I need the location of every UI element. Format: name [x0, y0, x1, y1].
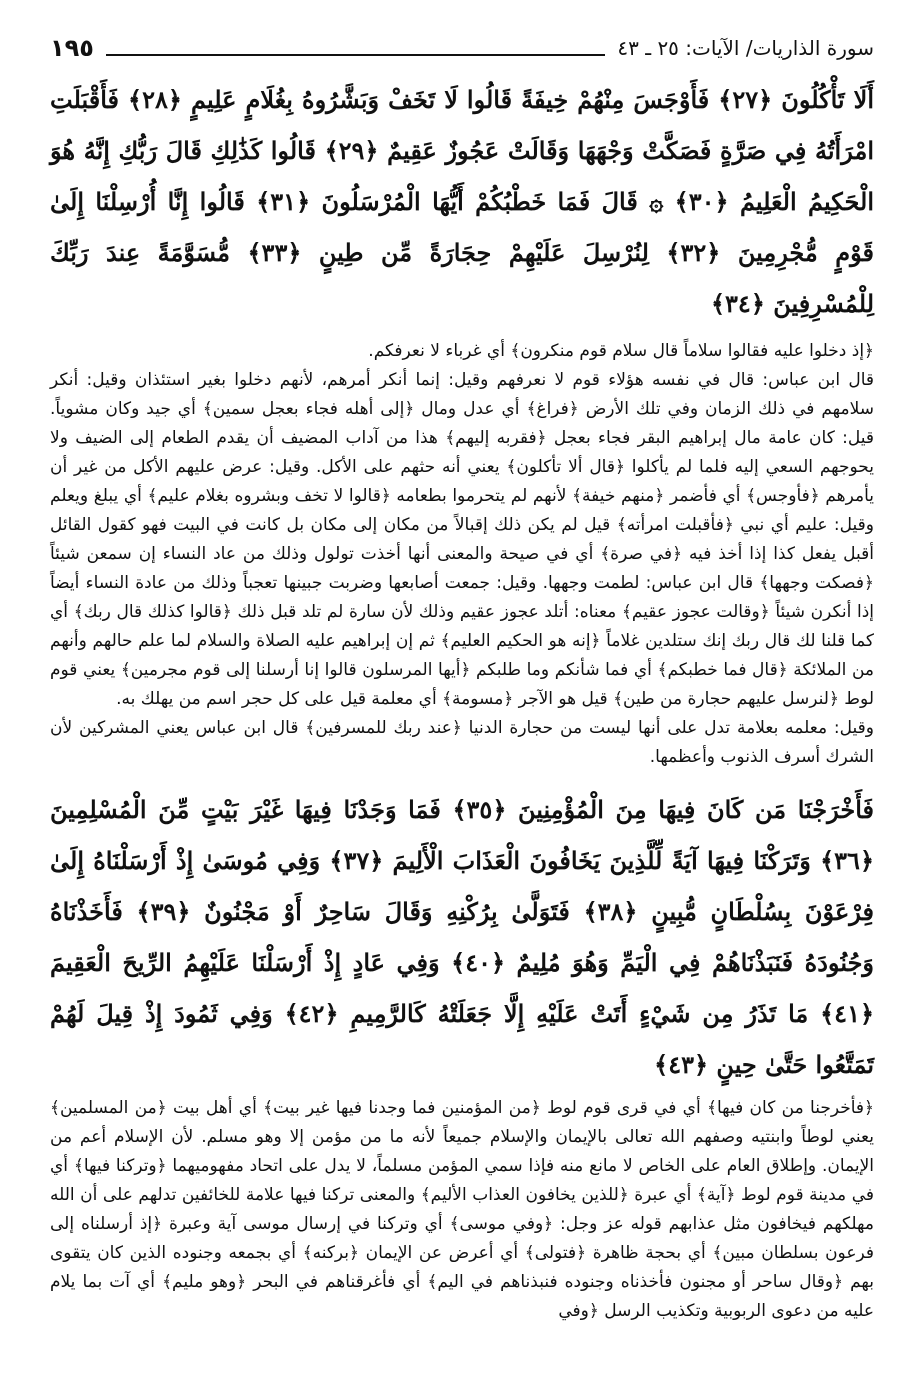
quran-verses-35-43: فَأَخْرَجْنَا مَن كَانَ فِيهَا مِنَ الْمُؤْمِنِينَ ﴿٣٥﴾ فَمَا وَجَدْنَا فِيهَا غَيْرَ بَيْتٍ مِّنَ الْمُسْلِمِينَ ﴿٣٦﴾ وَتَرَكْنَا فِيهَا آيَةً لِّلَّذِينَ يَخَافُونَ الْعَذَابَ الْأَلِيمَ ﴿٣٧﴾ وَفِي مُوسَىٰ إِذْ أَرْسَلْنَاهُ إِلَىٰ فِرْعَوْنَ بِسُلْطَانٍ مُّبِينٍ ﴿٣٨﴾ فَتَوَلَّىٰ بِرُكْنِهِ وَقَالَ سَاحِرٌ أَوْ مَجْنُونٌ ﴿٣٩﴾ فَأَخَذْنَاهُ وَجُنُودَهُ فَنَبَذْنَاهُمْ فِي الْيَمِّ وَهُوَ مُلِيمٌ ﴿٤٠﴾ وَفِي عَادٍ إِذْ أَرْسَلْنَا عَلَيْهِمُ الرِّيحَ الْعَقِيمَ ﴿٤١﴾ مَا تَذَرُ مِن شَيْءٍ أَتَتْ عَلَيْهِ إِلَّا جَعَلَتْهُ كَالرَّمِيمِ ﴿٤٢﴾ وَفِي ثَمُودَ إِذْ قِيلَ لَهُمْ تَمَتَّعُوا حَتَّىٰ حِينٍ ﴿٤٣﴾ [50, 795, 875, 1079]
commentary-paragraph: ﴿إذ دخلوا عليه فقالوا سلاماً قال سلام قوم منكرون﴾ أي غرباء لا نعرفكم. [368, 341, 874, 361]
page-number: ١٩٥ [50, 34, 94, 62]
running-header [50, 28, 874, 68]
commentary-paragraph: وقيل: معلمه بعلامة تدل على أنها ليست من حجارة الدنيا ﴿عند ربك للمسرفين﴾ قال ابن عباس يعني المشركين لأن الشرك أسرف الذنوب وأعظمها. [50, 718, 874, 767]
running-title: سورة الذاريات/ الآيات: ٢٥ ـ ٤٣ [617, 36, 874, 60]
quran-verses-25-34: أَلَا تَأْكُلُونَ ﴿٢٧﴾ فَأَوْجَسَ مِنْهُمْ خِيفَةً قَالُوا لَا تَخَفْ وَبَشَّرُوهُ بِغُلَامٍ عَلِيمٍ ﴿٢٨﴾ فَأَقْبَلَتِ امْرَأَتُهُ فِي صَرَّةٍ فَصَكَّتْ وَجْهَهَا وَقَالَتْ عَجُوزٌ عَقِيمٌ ﴿٢٩﴾ قَالُوا كَذَٰلِكِ قَالَ رَبُّكِ إِنَّهُ هُوَ الْحَكِيمُ الْعَلِيمُ ﴿٣٠﴾ ۞ قَالَ فَمَا خَطْبُكُمْ أَيُّهَا الْمُرْسَلُونَ ﴿٣١﴾ قَالُوا إِنَّا أُرْسِلْنَا إِلَىٰ قَوْمٍ مُّجْرِمِينَ ﴿٣٢﴾ لِنُرْسِلَ عَلَيْهِمْ حِجَارَةً مِّن طِينٍ ﴿٣٣﴾ مُّسَوَّمَةً عِندَ رَبِّكَ لِلْمُسْرِفِينَ ﴿٣٤﴾ [50, 85, 875, 318]
commentary-paragraph: قال ابن عباس: قال في نفسه هؤلاء قوم لا نعرفهم وقيل: إنما أنكر أمرهم، لأنهم دخلوا بغير استئذان وقيل: أنكر سلامهم في ذلك الزمان وفي تلك الأرض ﴿فراغ﴾ أي عدل ومال ﴿إلى أهله فجاء بعجل سمين﴾ أي جيد وكان مشوياً. قيل: كان عامة مال إبراهيم البقر فجاء بعجل ﴿فقربه إليهم﴾ هذا من آداب المضيف أن يقدم الطعام إلى الضيف ولا يحوجهم السعي إليه فلما لم يأكلوا ﴿قال ألا تأكلون﴾ يعني أنه حثهم على الأكل. وقيل: عرض عليهم الأكل من غير أن يأمرهم ﴿فأوجس﴾ أي فأضمر ﴿منهم خيفة﴾ لأنهم لم يتحرموا بطعامه ﴿قالوا لا تخف وبشروه بغلام عليم﴾ أي يبلغ ويعلم وقيل: عليم أي نبي ﴿فأقبلت امرأته﴾ قيل لم يكن ذلك إقبالاً من مكان إلى مكان بل كانت في البيت فهو كقول القائل أقبل يفعل كذا إذا أخذ فيه ﴿في صرة﴾ أي في صيحة والمعنى أنها أخذت تولول وذلك من عاد النساء إن سمعن شيئاً ﴿فصكت وجهها﴾ قال ابن عباس: لطمت وجهها. وقيل: جمعت أصابعها وضربت جبينها تعجباً وذلك من عادة النساء أيضاً إذا أنكرن شيئاً ﴿وقالت عجوز عقيم﴾ معناه: أتلد عجوز عقيم وذلك لأن سارة لم تلد قبل ذلك ﴿قالوا كذلك قال ربك﴾ أي كما قلنا لك قال ربك إنك ستلدين غلاماً ﴿إنه هو الحكيم العليم﴾ ثم إن إبراهيم عليه الصلاة والسلام لما علم حالهم وأنهم من الملائكة ﴿قال فما خطبكم﴾ أي فما شأنكم وما طلبكم ﴿أيها المرسلون قالوا إنا أرسلنا إلى قوم مجرمين﴾ يعني قوم لوط ﴿لنرسل عليهم حجارة من طين﴾ قيل هو الآجر ﴿مسومة﴾ أي معلمة قيل على كل حجر اسم من يهلك به. [50, 370, 874, 709]
commentary-paragraph: ﴿فأخرجنا من كان فيها﴾ أي في قرى قوم لوط ﴿من المؤمنين فما وجدنا فيها غير بيت﴾ أي أهل بيت ﴿من المسلمين﴾ يعني لوطاً وابنتيه وصفهم الله تعالى بالإيمان والإسلام جميعاً لأنه ما من مؤمن إلا وهو مسلم. لأن الإسلام أعم من الإيمان. وإطلاق العام على الخاص لا مانع منه فإذا سمي المؤمن مسلماً، لا يدل على اتحاد مفهوميهما ﴿وتركنا فيها﴾ أي في مدينة قوم لوط ﴿آية﴾ أي عبرة ﴿للذين يخافون العذاب الأليم﴾ والمعنى تركنا فيها علامة للخائفين تدلهم على أن الله مهلكهم فيخافون مثل عذابهم قوله عز وجل: ﴿وفي موسى﴾ أي وتركنا في إرسال موسى آية وعبرة ﴿إذ أرسلناه إلى فرعون بسلطان مبين﴾ أي بحجة ظاهرة ﴿فتولى﴾ أي أعرض عن الإيمان ﴿بركنه﴾ أي بجمعه وجنوده الذين كان يتقوى بهم ﴿وقال ساحر أو مجنون فأخذناه وجنوده فنبذناهم في اليم﴾ أي فأغرقناهم في البحر ﴿وهو مليم﴾ أي آت بما يلام عليه من دعوى الربوبية وتكذيب الرسل ﴿وفي [50, 1098, 874, 1321]
header-rule [106, 54, 605, 56]
